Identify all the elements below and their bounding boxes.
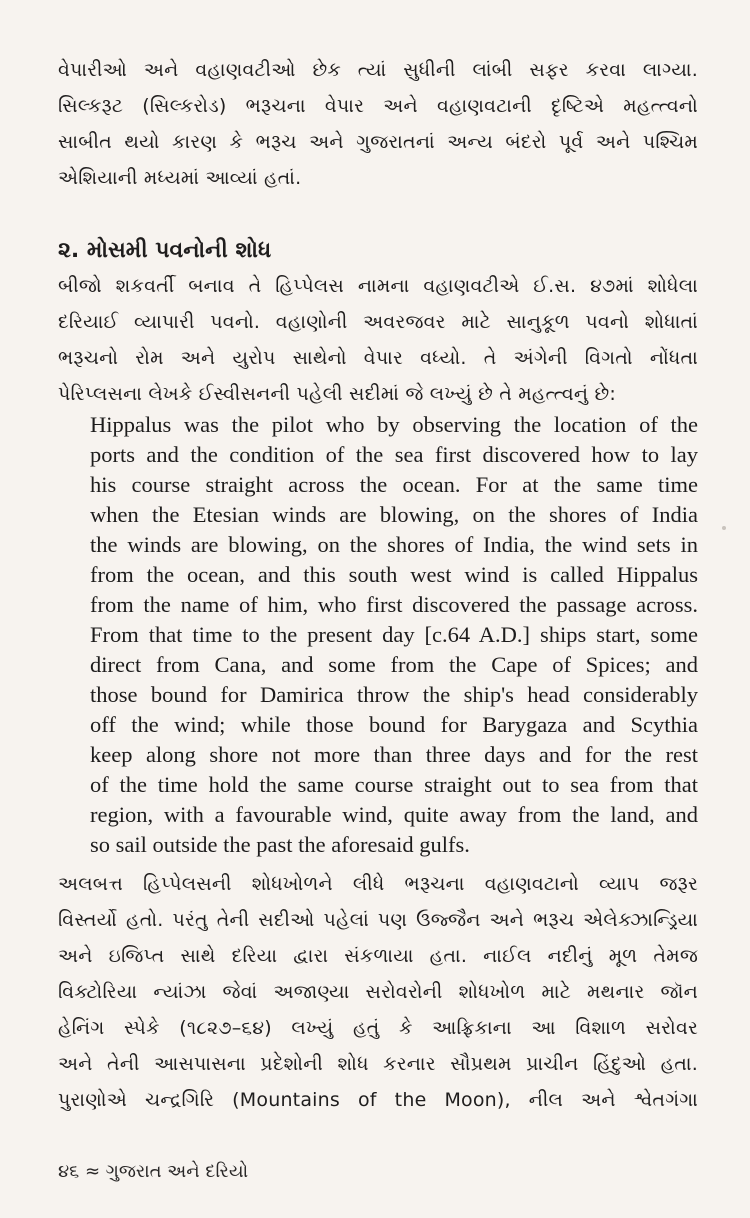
quote-line: From that time to the present day [c.64 A.D.] ships start, some [90,622,698,647]
quote-line: of the time hold the same course straight out to sea from that [90,772,698,797]
quote-line: direct from Cana, and some from the Cape of Spices; and [90,652,698,677]
paragraph-3 [58,866,698,1118]
section-heading: ૨. મોસમી પવનોની શોધ [58,238,272,263]
block-quote [90,410,698,860]
quote-line: region, with a favourable wind, quite away from the land, and [90,802,698,827]
paragraph-1 [58,52,698,196]
quote-line: the winds are blowing, on the shores of India, the wind sets in [90,532,698,557]
quote-line: those bound for Damirica throw the ship's head considerably [90,682,698,707]
text-line: એશિયાની મધ્યમાં આવ્યાં હતાં. [58,167,302,189]
quote-line: Hippalus was the pilot who by observing the location of the [90,412,698,437]
text-line: અને ઇજિપ્ત સાથે દરિયા દ્વારા સંકળાયા હતા. નાઈલ નદીનું મૂળ તેમજ [58,945,698,967]
quote-line: from the name of him, who first discovered the passage across. [90,592,698,617]
quote-line: when the Etesian winds are blowing, on the shores of India [90,502,698,527]
quote-line: his course straight across the ocean. For at the same time [90,472,698,497]
quote-line: off the wind; while those bound for Barygaza and Scythia [90,712,698,737]
paper-speck [722,526,726,530]
text-line: બીજો શકવર્તી બનાવ તે હિપ્પેલસ નામના વહાણવટીએ ઈ.સ. ૪૭માં શોધેલા [58,275,698,297]
quote-line: ports and the condition of the sea first discovered how to lay [90,442,698,467]
quote-line: from the ocean, and this south west wind is called Hippalus [90,562,698,587]
text-line: દરિયાઈ વ્યાપારી પવનો. વહાણોની અવરજવર માટે સાનુકૂળ પવનો શોધાતાં [58,311,698,333]
text-line: અને તેની આસપાસના પ્રદેશોની શોધ કરનાર સૌપ્રથમ પ્રાચીન હિંદુઓ હતા. [58,1053,698,1075]
quote-line: keep along shore not more than three days and for the rest [90,742,698,767]
text-line: ભરૂચનો રોમ અને યુરોપ સાથેનો વેપાર વધ્યો. તે અંગેની વિગતો નોંધતા [58,347,698,369]
text-line: પેરિપ્લસના લેખકે ઈસ્વીસનની પહેલી સદીમાં જે લખ્યું છે તે મહત્ત્વનું છે: [58,383,616,405]
text-line: વિક્ટોરિયા ન્યાંઝા જેવાં અજાણ્યા સરોવરોની શોધખોળ માટે મથનાર જૉન [58,981,698,1003]
text-line: સાબીત થયો કારણ કે ભરૂચ અને ગુજરાતનાં અન્ય બંદરો પૂર્વ અને પશ્ચિમ [58,131,698,153]
text-line: સિલ્કરૂટ (સિલ્કરોડ) ભરૂચના વેપાર અને વહાણવટાની દૃષ્ટિએ મહત્ત્વનો [58,95,698,117]
paragraph-2 [58,268,698,412]
text-line: પુરાણોએ ચન્દ્રગિરિ (Mountains of the Moon), નીલ અને શ્વેતગંગા [58,1089,698,1111]
text-line: હેનિંગ સ્પેકે (૧૮૨૭–૬૪) લખ્યું હતું કે આફ્રિકાના આ વિશાળ સરોવર [58,1017,698,1039]
quote-line: so sail outside the past the aforesaid gulfs. [90,832,470,857]
page-footer: ૪૬ ≈ ગુજરાત અને દરિયો [58,1161,249,1182]
text-line: વેપારીઓ અને વહાણવટીઓ છેક ત્યાં સુધીની લાંબી સફર કરવા લાગ્યા. [58,59,698,81]
text-line: અલબત્ત હિપ્પેલસની શોધખોળને લીધે ભરૂચના વહાણવટાનો વ્યાપ જરૂર [58,873,698,895]
text-line: વિસ્તર્યો હતો. પરંતુ તેની સદીઓ પહેલાં પણ ઉજ્જૈન અને ભરૂચ એલેક્ઝાન્ડ્રિયા [58,909,698,931]
